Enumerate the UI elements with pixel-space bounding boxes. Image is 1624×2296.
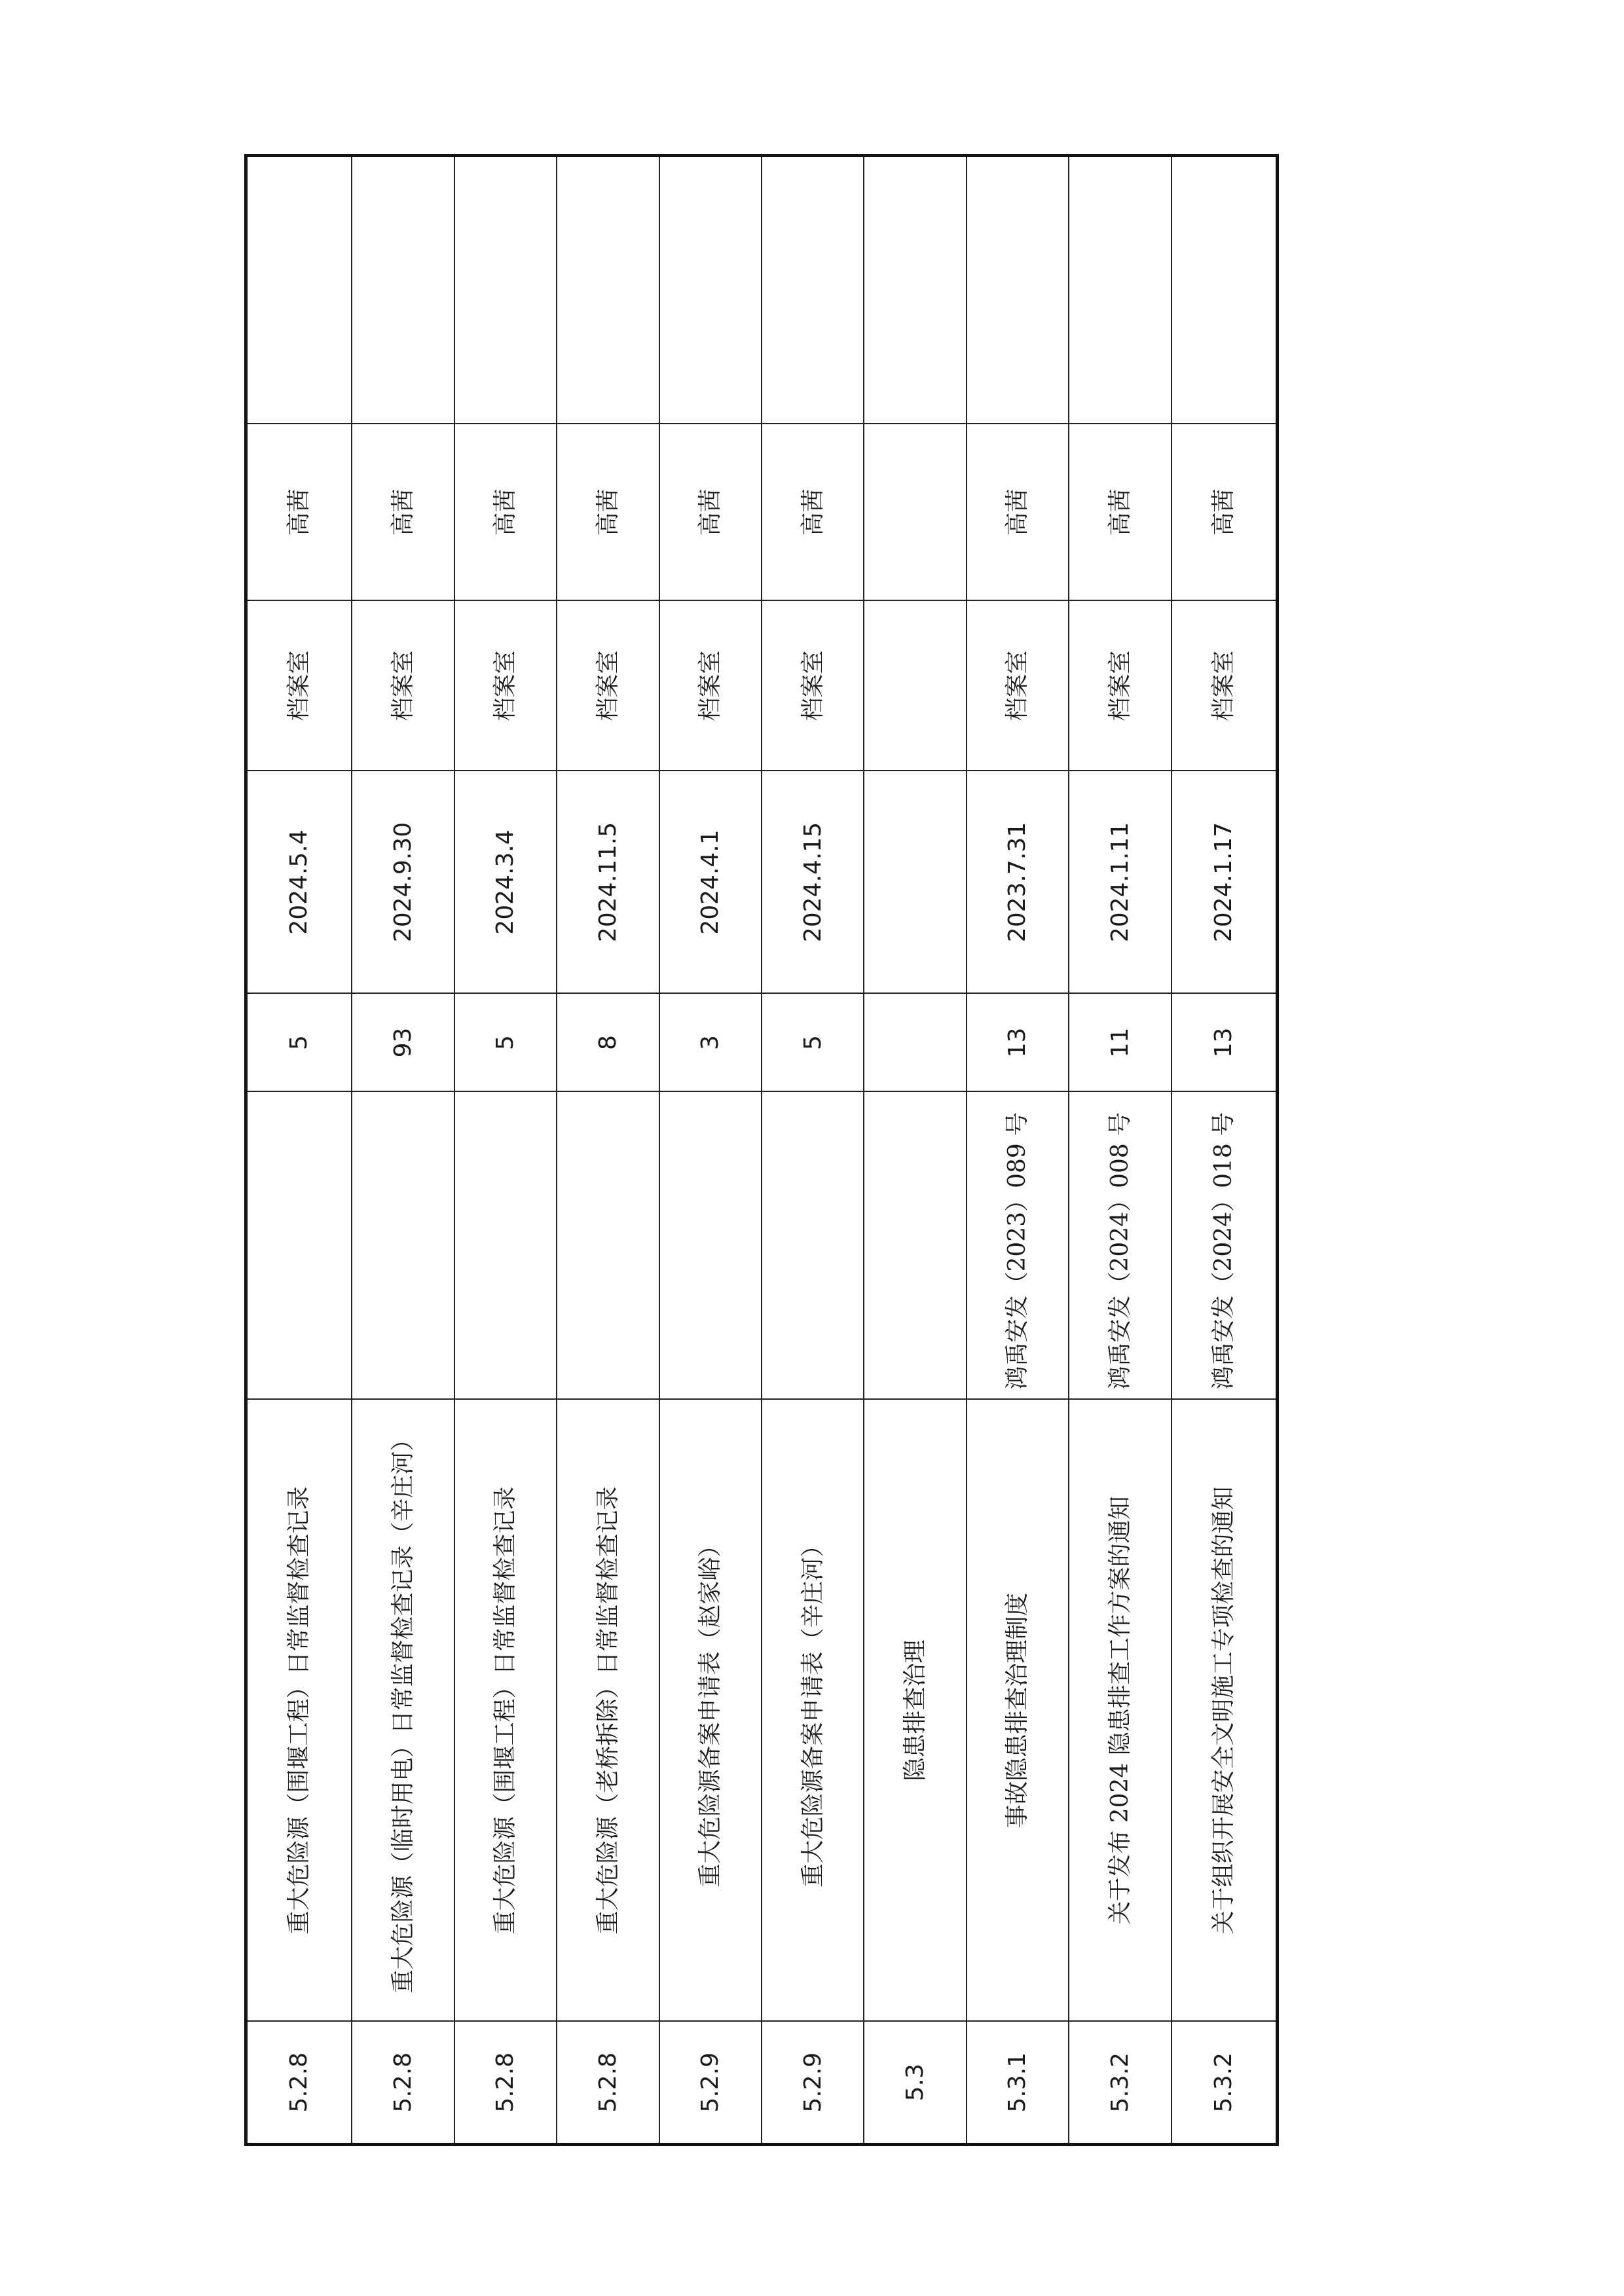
item-number-cell: 5.3.2 <box>1069 2022 1171 2145</box>
item-number-cell: 5.2.9 <box>659 2022 762 2145</box>
document-number-cell: 鸿禹安发（2024）018 号 <box>1172 1092 1278 1400</box>
table-row <box>352 156 454 2145</box>
table-row <box>246 156 352 2145</box>
document-number-cell <box>246 1092 352 1400</box>
page-count-cell <box>864 994 966 1092</box>
storage-location-cell: 档案室 <box>659 601 762 771</box>
table-row <box>1172 156 1278 2145</box>
table-row <box>557 156 659 2145</box>
remarks-cell <box>659 156 762 424</box>
date-cell: 2024.5.4 <box>246 771 352 994</box>
page-count-cell: 93 <box>352 994 454 1092</box>
page-count-cell: 5 <box>454 994 557 1092</box>
document-title-cell: 重大危险源（围堰工程）日常监督检查记录 <box>246 1400 352 2022</box>
remarks-cell <box>246 156 352 424</box>
storage-location-cell: 档案室 <box>557 601 659 771</box>
document-title-cell: 重大危险源备案申请表（辛庄河） <box>762 1400 864 2022</box>
responsible-person-cell: 高茜 <box>557 424 659 601</box>
page-count-cell: 5 <box>246 994 352 1092</box>
remarks-cell <box>352 156 454 424</box>
remarks-cell <box>967 156 1069 424</box>
responsible-person-cell: 高茜 <box>762 424 864 601</box>
storage-location-cell: 档案室 <box>1172 601 1278 771</box>
storage-location-cell: 档案室 <box>1069 601 1171 771</box>
document-number-cell <box>762 1092 864 1400</box>
table-row <box>659 156 762 2145</box>
date-cell: 2024.3.4 <box>454 771 557 994</box>
date-cell: 2024.1.17 <box>1172 771 1278 994</box>
table-row <box>762 156 864 2145</box>
remarks-cell <box>454 156 557 424</box>
archive-index-table-frame <box>244 157 1279 2146</box>
remarks-cell <box>557 156 659 424</box>
document-number-cell <box>864 1092 966 1400</box>
responsible-person-cell: 高茜 <box>659 424 762 601</box>
table-row <box>1069 156 1171 2145</box>
document-title-cell: 关于组织开展安全文明施工专项检查的通知 <box>1172 1400 1278 2022</box>
document-number-cell <box>352 1092 454 1400</box>
archive-index-table <box>244 154 1279 2146</box>
storage-location-cell: 档案室 <box>762 601 864 771</box>
table-row <box>454 156 557 2145</box>
document-title-cell: 关于发布 2024 隐患排查工作方案的通知 <box>1069 1400 1171 2022</box>
remarks-cell <box>762 156 864 424</box>
storage-location-cell: 档案室 <box>246 601 352 771</box>
responsible-person-cell: 高茜 <box>454 424 557 601</box>
document-number-cell <box>454 1092 557 1400</box>
item-number-cell: 5.3.2 <box>1172 2022 1278 2145</box>
page-count-cell: 5 <box>762 994 864 1092</box>
item-number-cell: 5.2.8 <box>246 2022 352 2145</box>
date-cell: 2023.7.31 <box>967 771 1069 994</box>
date-cell: 2024.9.30 <box>352 771 454 994</box>
item-number-cell: 5.2.8 <box>557 2022 659 2145</box>
date-cell: 2024.1.11 <box>1069 771 1171 994</box>
page-count-cell: 11 <box>1069 994 1171 1092</box>
remarks-cell <box>1069 156 1171 424</box>
document-title-cell: 重大危险源（老桥拆除）日常监督检查记录 <box>557 1400 659 2022</box>
responsible-person-cell: 高茜 <box>1069 424 1171 601</box>
document-number-cell <box>557 1092 659 1400</box>
item-number-cell: 5.2.8 <box>352 2022 454 2145</box>
table-row <box>864 156 966 2145</box>
date-cell: 2024.11.5 <box>557 771 659 994</box>
responsible-person-cell: 高茜 <box>352 424 454 601</box>
table-row <box>967 156 1069 2145</box>
page-count-cell: 13 <box>967 994 1069 1092</box>
remarks-cell <box>1172 156 1278 424</box>
page-count-cell: 13 <box>1172 994 1278 1092</box>
document-title-cell: 重大危险源（临时用电）日常监督检查记录（辛庄河） <box>352 1400 454 2022</box>
table-body <box>246 156 1278 2145</box>
storage-location-cell: 档案室 <box>454 601 557 771</box>
document-title-cell: 隐患排查治理 <box>864 1400 966 2022</box>
storage-location-cell <box>864 601 966 771</box>
document-title-cell: 重大危险源备案申请表（赵家峪） <box>659 1400 762 2022</box>
remarks-cell <box>864 156 966 424</box>
item-number-cell: 5.2.9 <box>762 2022 864 2145</box>
item-number-cell: 5.3.1 <box>967 2022 1069 2145</box>
item-number-cell: 5.2.8 <box>454 2022 557 2145</box>
responsible-person-cell: 高茜 <box>967 424 1069 601</box>
responsible-person-cell: 高茜 <box>1172 424 1278 601</box>
responsible-person-cell: 高茜 <box>246 424 352 601</box>
document-number-cell: 鸿禹安发（2024）008 号 <box>1069 1092 1171 1400</box>
date-cell <box>864 771 966 994</box>
page-count-cell: 8 <box>557 994 659 1092</box>
document-number-cell: 鸿禹安发（2023）089 号 <box>967 1092 1069 1400</box>
date-cell: 2024.4.1 <box>659 771 762 994</box>
document-title-cell: 事故隐患排查治理制度 <box>967 1400 1069 2022</box>
document-number-cell <box>659 1092 762 1400</box>
responsible-person-cell <box>864 424 966 601</box>
document-title-cell: 重大危险源（围堰工程）日常监督检查记录 <box>454 1400 557 2022</box>
page-count-cell: 3 <box>659 994 762 1092</box>
storage-location-cell: 档案室 <box>967 601 1069 771</box>
storage-location-cell: 档案室 <box>352 601 454 771</box>
item-number-cell: 5.3 <box>864 2022 966 2145</box>
date-cell: 2024.4.15 <box>762 771 864 994</box>
